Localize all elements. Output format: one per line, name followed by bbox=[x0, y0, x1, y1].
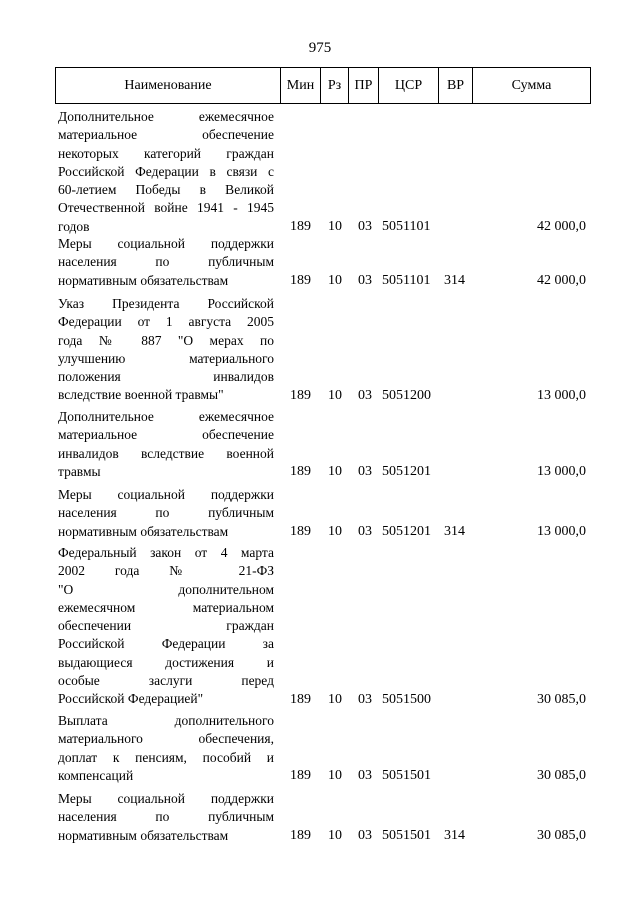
row-name-line: доплат к пенсиям, пособий и bbox=[58, 749, 274, 765]
table-row bbox=[58, 544, 588, 709]
row-name-line: Российской Федерации за bbox=[58, 636, 274, 652]
row-name-line: Указ Президента Российской bbox=[58, 296, 274, 311]
cell-pr: 03 bbox=[358, 387, 372, 403]
row-name bbox=[58, 486, 274, 541]
cell-sum: 30 085,0 bbox=[537, 691, 586, 707]
row-name-line: вследствие военной травмы" bbox=[58, 387, 224, 403]
row-name-line: положения инвалидов bbox=[58, 369, 274, 385]
column-header-sum: Сумма bbox=[511, 78, 552, 93]
cell-csr: 5051501 bbox=[382, 768, 431, 784]
cell-vr: 314 bbox=[444, 523, 465, 539]
column-header-name: Наименование bbox=[56, 68, 281, 103]
row-name-line: нормативным обязательствам bbox=[58, 272, 229, 288]
cell-vr: 314 bbox=[444, 827, 465, 843]
row-name-line: "О дополнительном bbox=[58, 581, 274, 597]
table-row bbox=[58, 108, 588, 236]
cell-sum: 30 085,0 bbox=[537, 827, 586, 843]
row-name bbox=[58, 108, 274, 236]
cell-sum: 13 000,0 bbox=[537, 523, 586, 539]
cell-rz: 10 bbox=[328, 464, 342, 480]
row-name bbox=[58, 544, 274, 709]
row-name-line: обеспечении граждан bbox=[58, 618, 274, 634]
row-name-line: выдающиеся достижения и bbox=[58, 654, 274, 670]
row-name-line: материальное обеспечение bbox=[58, 127, 274, 143]
cell-csr: 5051501 bbox=[382, 827, 431, 843]
column-header-rz: Рз bbox=[321, 68, 349, 103]
cell-pr: 03 bbox=[358, 464, 372, 480]
row-name-line: травмы bbox=[58, 463, 101, 479]
table-header bbox=[55, 67, 591, 104]
row-name-line: Меры социальной поддержки bbox=[58, 487, 274, 502]
cell-min: 189 bbox=[290, 691, 311, 707]
table-row bbox=[58, 408, 588, 481]
cell-vr: 314 bbox=[444, 272, 465, 288]
row-name bbox=[58, 408, 274, 481]
cell-pr: 03 bbox=[358, 219, 372, 235]
row-name-line: Меры социальной поддержки bbox=[58, 236, 274, 251]
row-name-line: компенсаций bbox=[58, 767, 134, 783]
row-name-line: ежемесячном материальном bbox=[58, 599, 274, 615]
cell-min: 189 bbox=[290, 387, 311, 403]
row-name-line: материальное обеспечение bbox=[58, 427, 274, 443]
row-name-line: Меры социальной поддержки bbox=[58, 791, 274, 806]
cell-rz: 10 bbox=[328, 691, 342, 707]
cell-csr: 5051101 bbox=[382, 219, 431, 235]
row-name-line: нормативным обязательствам bbox=[58, 523, 229, 539]
cell-pr: 03 bbox=[358, 691, 372, 707]
row-name-line: нормативным обязательствам bbox=[58, 827, 229, 843]
cell-min: 189 bbox=[290, 768, 311, 784]
cell-min: 189 bbox=[290, 272, 311, 288]
cell-rz: 10 bbox=[328, 272, 342, 288]
row-name-line: инвалидов вследствие военной bbox=[58, 445, 274, 461]
row-name-line: Отечественной войне 1941 - 1945 bbox=[58, 200, 274, 216]
row-name-line: Дополнительное ежемесячное bbox=[58, 109, 274, 124]
cell-rz: 10 bbox=[328, 523, 342, 539]
cell-rz: 10 bbox=[328, 387, 342, 403]
cell-rz: 10 bbox=[328, 827, 342, 843]
page-number: 975 bbox=[308, 40, 332, 56]
row-name-line: населения по публичным bbox=[58, 505, 274, 521]
cell-sum: 42 000,0 bbox=[537, 272, 586, 288]
cell-csr: 5051201 bbox=[382, 464, 431, 480]
row-name-line: особые заслуги перед bbox=[58, 673, 274, 689]
row-name-line: улучшению материального bbox=[58, 350, 274, 366]
column-header-csr: ЦСР bbox=[379, 68, 439, 103]
row-name-line: некоторых категорий граждан bbox=[58, 145, 274, 161]
row-name-line: Выплата дополнительного bbox=[58, 713, 274, 728]
row-name bbox=[58, 790, 274, 845]
column-header-pr: ПР bbox=[349, 68, 379, 103]
cell-csr: 5051200 bbox=[382, 387, 431, 403]
row-name bbox=[58, 295, 274, 405]
cell-rz: 10 bbox=[328, 219, 342, 235]
cell-pr: 03 bbox=[358, 827, 372, 843]
row-name-line: 2002 года № 21-ФЗ bbox=[58, 563, 274, 579]
cell-sum: 13 000,0 bbox=[537, 387, 586, 403]
column-header-vr: ВР bbox=[439, 68, 473, 103]
row-name bbox=[58, 712, 274, 785]
table-row bbox=[58, 790, 588, 845]
cell-min: 189 bbox=[290, 523, 311, 539]
cell-min: 189 bbox=[290, 219, 311, 235]
row-name-line: Российской Федерации в связи с bbox=[58, 163, 274, 179]
row-name-line: Дополнительное ежемесячное bbox=[58, 409, 274, 424]
cell-csr: 5051500 bbox=[382, 691, 431, 707]
row-name-line: материального обеспечения, bbox=[58, 731, 274, 747]
row-name-line: Федеральный закон от 4 марта bbox=[58, 545, 274, 560]
table-row bbox=[58, 712, 588, 785]
row-name-line: 60-летием Победы в Великой bbox=[58, 182, 274, 198]
row-name-line: населения по публичным bbox=[58, 254, 274, 270]
row-name-line: года № 887 "О мерах по bbox=[58, 332, 274, 348]
row-name bbox=[58, 235, 274, 290]
cell-rz: 10 bbox=[328, 768, 342, 784]
cell-sum: 30 085,0 bbox=[537, 768, 586, 784]
cell-pr: 03 bbox=[358, 768, 372, 784]
cell-pr: 03 bbox=[358, 523, 372, 539]
cell-csr: 5051101 bbox=[382, 272, 431, 288]
row-name-line: Российской Федерацией" bbox=[58, 691, 204, 707]
column-header-min: Мин bbox=[281, 68, 321, 103]
row-name-line: Федерации от 1 августа 2005 bbox=[58, 314, 274, 330]
row-name-line: годов bbox=[58, 218, 90, 234]
cell-sum: 42 000,0 bbox=[537, 219, 586, 235]
cell-sum: 13 000,0 bbox=[537, 464, 586, 480]
cell-csr: 5051201 bbox=[382, 523, 431, 539]
cell-min: 189 bbox=[290, 464, 311, 480]
table-row bbox=[58, 486, 588, 541]
table-row bbox=[58, 235, 588, 290]
cell-min: 189 bbox=[290, 827, 311, 843]
row-name-line: населения по публичным bbox=[58, 809, 274, 825]
table-row bbox=[58, 295, 588, 405]
cell-pr: 03 bbox=[358, 272, 372, 288]
